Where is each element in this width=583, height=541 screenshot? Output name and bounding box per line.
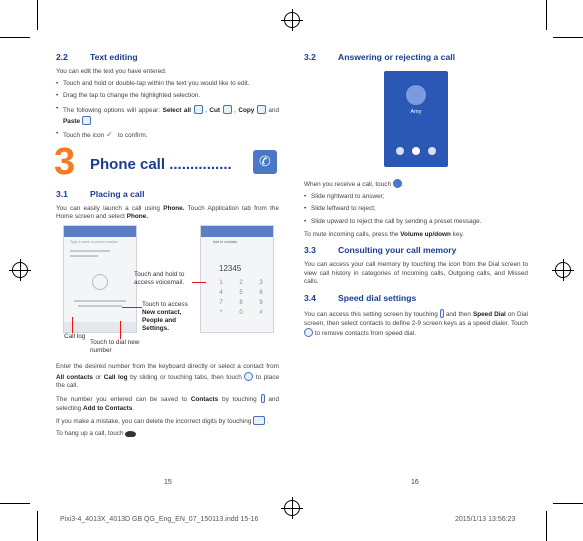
text: You can access this setting screen by touching	[304, 311, 438, 319]
keypad-key: 0	[239, 310, 243, 317]
crop-mark	[0, 37, 30, 38]
keypad-key: 8	[239, 300, 243, 307]
bullet-item: • Slide rightward to answer;	[304, 193, 528, 202]
text: on Dial screen, then select contacts to define 2-9 screen keys as a speed dialer. Touch	[304, 311, 528, 327]
list-row	[74, 300, 126, 302]
keypad-key: 1	[219, 280, 223, 287]
left-page	[56, 52, 279, 442]
paste-icon	[82, 116, 91, 125]
crop-mark	[546, 0, 547, 30]
text: by touching	[222, 396, 257, 404]
bullet-item: • Slide upward to reject the call by sending a preset message.	[304, 218, 528, 227]
keypad-key: 3	[259, 280, 263, 287]
paragraph: If you make a mistake, you can delete the incorrect digits by touching .	[56, 418, 269, 426]
crop-mark	[553, 37, 583, 38]
hang-up-icon	[125, 431, 136, 437]
section-title: Text editing	[90, 52, 138, 62]
paragraph	[304, 309, 528, 339]
keypad-key: #	[259, 310, 263, 317]
page-number-right: 16	[411, 479, 419, 486]
text: and	[268, 106, 280, 114]
reject-icon	[396, 147, 404, 155]
section-heading-3-2	[304, 52, 528, 65]
keypad	[211, 279, 271, 317]
phone-status-bar	[201, 226, 273, 237]
crop-mark	[553, 503, 583, 504]
crop-mark	[0, 503, 30, 504]
bold-text: Paste	[63, 117, 81, 125]
section-heading-3-1	[56, 189, 279, 202]
keypad-key: *	[219, 310, 223, 317]
answer-icon	[412, 147, 420, 155]
text: Touch Application tab from the Home screen and select	[56, 204, 279, 221]
bold-text: Phone.	[126, 213, 149, 221]
right-page	[304, 52, 528, 342]
text: The number you entered can be saved to	[56, 396, 188, 404]
add-to-contacts: Add to contacts	[213, 240, 238, 245]
text: to confirm.	[117, 132, 148, 140]
bullet-item	[56, 130, 279, 141]
page-number-left: 15	[164, 479, 172, 486]
section-number: 3.2	[304, 52, 316, 62]
menu-icon	[440, 309, 444, 318]
bullet-list	[56, 80, 279, 141]
text: Touch the icon	[63, 132, 105, 140]
callout-line	[120, 321, 121, 339]
text: When you receive a call, touch	[304, 181, 392, 188]
bold-text: All contacts	[56, 373, 93, 381]
registration-mark-right	[555, 262, 571, 278]
chapter-number: 3	[54, 140, 76, 183]
paragraph	[304, 179, 528, 190]
section-title: Answering or rejecting a call	[338, 52, 456, 62]
phone-app-icon	[253, 150, 277, 174]
paragraph: You can access your call memory by touching the icon from the Dial screen to view call history in categories of Incoming calls, Outgoing calls, and Missed calls.	[304, 261, 528, 286]
section-number: 2.2	[56, 52, 68, 62]
print-date: 2015/1/13 13:56:23	[455, 516, 516, 523]
crop-mark	[37, 0, 38, 30]
callout-menu	[142, 301, 202, 333]
text: You can easily launch a call using	[56, 204, 160, 212]
text: .	[132, 404, 135, 412]
phone-status-bar	[64, 226, 136, 237]
text: If you make a mistake, you can delete the incorrect digits by touching	[56, 418, 252, 426]
section-title: Placing a call	[90, 188, 145, 199]
list-row	[78, 305, 122, 307]
section-number: 3.4	[304, 293, 316, 304]
bold-text: Phone.	[163, 204, 185, 212]
section-number: 3.1	[56, 188, 68, 199]
section-number: 3.3	[304, 245, 316, 256]
registration-mark-bottom	[284, 500, 300, 516]
bold-text: Speed Dial	[472, 311, 506, 319]
dialer-figure	[56, 225, 279, 355]
paragraph	[56, 394, 279, 413]
registration-mark-top	[284, 12, 300, 28]
callout-line	[72, 317, 73, 333]
text: to remove contacts from speed dial.	[314, 330, 417, 338]
callout-voicemail: Touch and hold to access voicemail.	[134, 271, 185, 287]
delete-icon	[253, 416, 265, 425]
paragraph	[56, 430, 279, 439]
bold-text: Add to Contacts	[83, 404, 133, 412]
text: Touch to access	[142, 301, 188, 309]
section-heading-3-4	[304, 293, 528, 306]
phone-screenshot-calllog	[63, 225, 137, 333]
callout-line	[122, 307, 142, 308]
text: To hang up a call, touch	[56, 429, 124, 437]
bullet-item: • Slide leftward to reject;	[304, 205, 528, 214]
menu-icon	[261, 394, 265, 403]
text: key.	[452, 230, 464, 238]
bold-text: Volume up/down	[400, 230, 451, 238]
section-title: Speed dial settings	[338, 293, 417, 304]
text: Enter the desired number from the keyboard directly or select a contact from	[56, 363, 279, 371]
bold-text: People and	[142, 317, 177, 325]
crop-mark	[546, 511, 547, 541]
call-button-icon	[393, 179, 402, 188]
paragraph	[304, 231, 528, 240]
text: and then	[445, 311, 471, 319]
bold-text: Cut	[209, 106, 221, 114]
dialed-number: 12345	[219, 264, 242, 274]
search-field: Type a name or phone number	[70, 240, 118, 245]
message-icon	[428, 147, 436, 155]
cut-icon	[223, 105, 232, 114]
registration-mark-left	[12, 262, 28, 278]
favorite-icon	[92, 274, 108, 290]
chapter-title: Phone call ...............	[90, 155, 232, 173]
keypad-key: 9	[259, 300, 263, 307]
select-all-icon	[194, 105, 203, 114]
text: .	[401, 181, 404, 188]
tab-bar	[64, 322, 136, 332]
bold-text: Call log	[103, 373, 128, 381]
bold-text: Copy	[238, 106, 255, 114]
text: The following options will appear:	[63, 106, 161, 114]
section-heading-3-3	[304, 245, 528, 258]
section-heading-2-2	[56, 52, 279, 65]
bullet-item: • The following options will appear: Select all , Cut , Copy and Paste	[56, 105, 279, 126]
callout-dial: Touch to dial new number	[90, 339, 140, 355]
text: to place the call.	[56, 373, 280, 390]
copy-icon	[257, 105, 266, 114]
crop-mark	[37, 511, 38, 541]
checkmark-icon: ✓	[106, 130, 113, 140]
text: by sliding or touching tabs, then touch	[130, 373, 242, 381]
text: or	[95, 373, 102, 381]
incoming-call-screenshot	[384, 71, 448, 167]
keypad-key: 4	[219, 290, 223, 297]
keypad-key: 6	[259, 290, 263, 297]
bold-text: New contact,	[142, 309, 182, 317]
avatar	[406, 85, 426, 105]
keypad-key: 2	[239, 280, 243, 287]
list-row	[70, 255, 98, 257]
phone-screenshot-dialpad	[200, 225, 274, 333]
paragraph	[56, 205, 279, 222]
call-icon	[244, 372, 253, 381]
text: and selecting	[56, 396, 280, 412]
keypad-key: 7	[219, 300, 223, 307]
keypad-key: 5	[239, 290, 243, 297]
callout-line	[192, 282, 206, 283]
bold-text: Contacts	[190, 396, 219, 404]
section-title: Consulting your call memory	[338, 245, 457, 256]
paragraph: You can edit the text you have entered.	[56, 68, 167, 75]
remove-icon	[304, 328, 313, 337]
bullet-item: • Touch and hold or double-tap within the text you would like to edit.	[56, 80, 279, 89]
text: To mute incoming calls, press the	[304, 230, 399, 238]
chapter-heading	[54, 140, 279, 183]
bullet-item: • Drag the tap to change the highlighted selection.	[56, 92, 279, 101]
bold-text: Settings.	[142, 325, 169, 333]
bullet-list	[304, 193, 528, 227]
paragraph	[56, 363, 279, 391]
file-name: Pixi3-4_4013X_4013D GB QG_Eng_EN_07_150113.indd 15-16	[60, 516, 259, 523]
bold-text: Select all	[162, 106, 192, 114]
callout-calllog: Call log	[64, 333, 86, 341]
list-row	[70, 250, 110, 252]
caller-name: Amy	[410, 109, 422, 115]
